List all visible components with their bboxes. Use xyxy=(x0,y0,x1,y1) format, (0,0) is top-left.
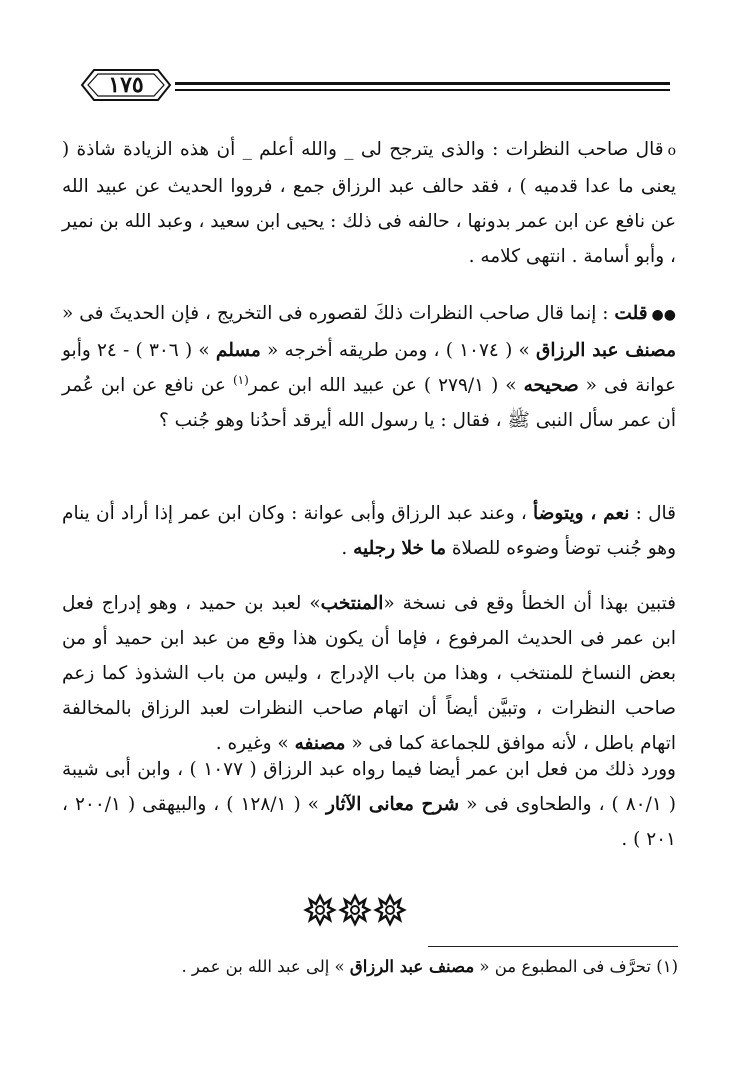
paragraph-2-text-3: » ( ٣٠٦ ) - ٢٤ وأبو عوانة فى « xyxy=(62,340,677,396)
paragraph-5-text-1: وورد ذلك من فعل ابن عمر أيضا فيما رواه عبد الرزاق ( ١٠٧٧ ) ، وابن أبى شيبة ( ٨٠/١ ) ، والطحاوى فى « xyxy=(62,759,677,815)
paragraph-2-lead: قلت xyxy=(614,303,648,324)
footnote-number: (١) xyxy=(656,957,678,976)
footnote-text-1: تحرَّف فى المطبوع من « xyxy=(474,957,657,976)
paragraph-2-bold-2: مسلم xyxy=(215,340,261,361)
paragraph-5 xyxy=(62,752,676,857)
paragraph-3 xyxy=(62,496,676,566)
paragraph-1 xyxy=(62,132,676,274)
triple-flower-ornament-icon xyxy=(300,893,410,927)
paragraph-2-text-4: » ( ٢٧٩/١ ) عن عبيد الله ابن عمر xyxy=(248,375,524,396)
header-rule-bottom xyxy=(175,89,670,91)
page-number-frame xyxy=(80,68,172,102)
paragraph-2-text-5: عن نافع عن ابن عُمر أن عمر سأل النبى ﷺ ، فقال : يا رسول الله أيرقد أحدُنا وهو جُنب ؟ xyxy=(62,375,676,431)
footnote-reference: (١) xyxy=(232,372,249,387)
paragraph-2-bold-3: صحيحه xyxy=(523,375,579,396)
paragraph-4-text-1: فتبين بهذا أن الخطأ وقع فى نسخة « xyxy=(383,593,677,614)
footnote-separator xyxy=(428,946,678,947)
footnote-text-2: » إلى عبد الله بن عمر . xyxy=(181,957,350,976)
paragraph-2-text-1: : إنما قال صاحب النظرات ذلكَ لقصوره فى التخريج ، فإن الحديثَ فى « xyxy=(62,303,615,324)
paragraph-4-bold-2: مصنفه xyxy=(294,733,346,754)
page-header xyxy=(80,68,670,110)
paragraph-4-text-2: » لعبد بن حميد ، وهو إدراج فعل ابن عمر فى الحديث المرفوع ، فإما أن يكون هذا وقع من عبد ابن حميد أو من بعض النساخ للمنتخب ، وهذا من باب الإدراج ، وليس من باب الشذوذ كما زعم صاحب النظرات ، وتبيَّن أيضاً أن اتهام صاحب النظرات لعبد الرزاق بالمخالفة اتهام باطل ، لأنه موافق للجماعة كما فى « xyxy=(62,593,676,754)
paragraph-3-bold-1: نعم ، ويتوضأ xyxy=(533,503,630,524)
header-rule-top xyxy=(175,82,670,85)
paragraph-3-text-3: . xyxy=(341,538,354,559)
paragraph-3-text-1: قال : xyxy=(629,503,676,524)
paragraph-5-bold-1: شرح معانى الآثار xyxy=(325,794,460,815)
paragraph-4-bold-1: المنتخب xyxy=(320,593,384,614)
footnote-bold-1: مصنف عبد الرزاق xyxy=(349,957,475,976)
paragraph-4-text-3: » وغيره . xyxy=(215,733,295,754)
paragraph-1-text: قال صاحب النظرات : والذى يترجح لى _ والله أعلم _ أن هذه الزيادة شاذة ( يعنى ما عدا قدميه ) ، فقد حالف عبد الرزاق جمع ، فرووا الحديث عن عبيد الله عن نافع عن ابن عمر بدونها ، حالفه فى ذلك : يحيى ابن سعيد ، وعبد الله بن نمير ، وأبو أسامة . انتهى كلامه . xyxy=(61,139,676,267)
paragraph-2-bold-1: مصنف عبد الرزاق xyxy=(536,340,676,361)
paragraph-2 xyxy=(62,296,676,438)
paragraph-3-text-2: ، وعند عبد الرزاق وأبى عوانة : وكان ابن عمر إذا أراد أن ينام وهو جُنب توضأ وضوءه للصلاة xyxy=(62,503,676,559)
circle-bullet-icon: ο xyxy=(667,143,676,159)
footnote xyxy=(100,952,678,982)
page-number: ١٧٥ xyxy=(108,72,144,98)
paragraph-3-bold-2: ما خلا رجليه xyxy=(353,538,446,559)
paragraph-2-text-2: » ( ١٠٧٤ ) ، ومن طريقه أخرجه « xyxy=(260,340,537,361)
paragraph-4 xyxy=(62,586,676,761)
paragraph-5-text-2: » ( ١٢٨/١ ) ، والبيهقى ( ٢٠٠/١ ، ٢٠١ ) . xyxy=(62,794,676,850)
double-dot-bullet-icon: ●● xyxy=(651,307,676,323)
